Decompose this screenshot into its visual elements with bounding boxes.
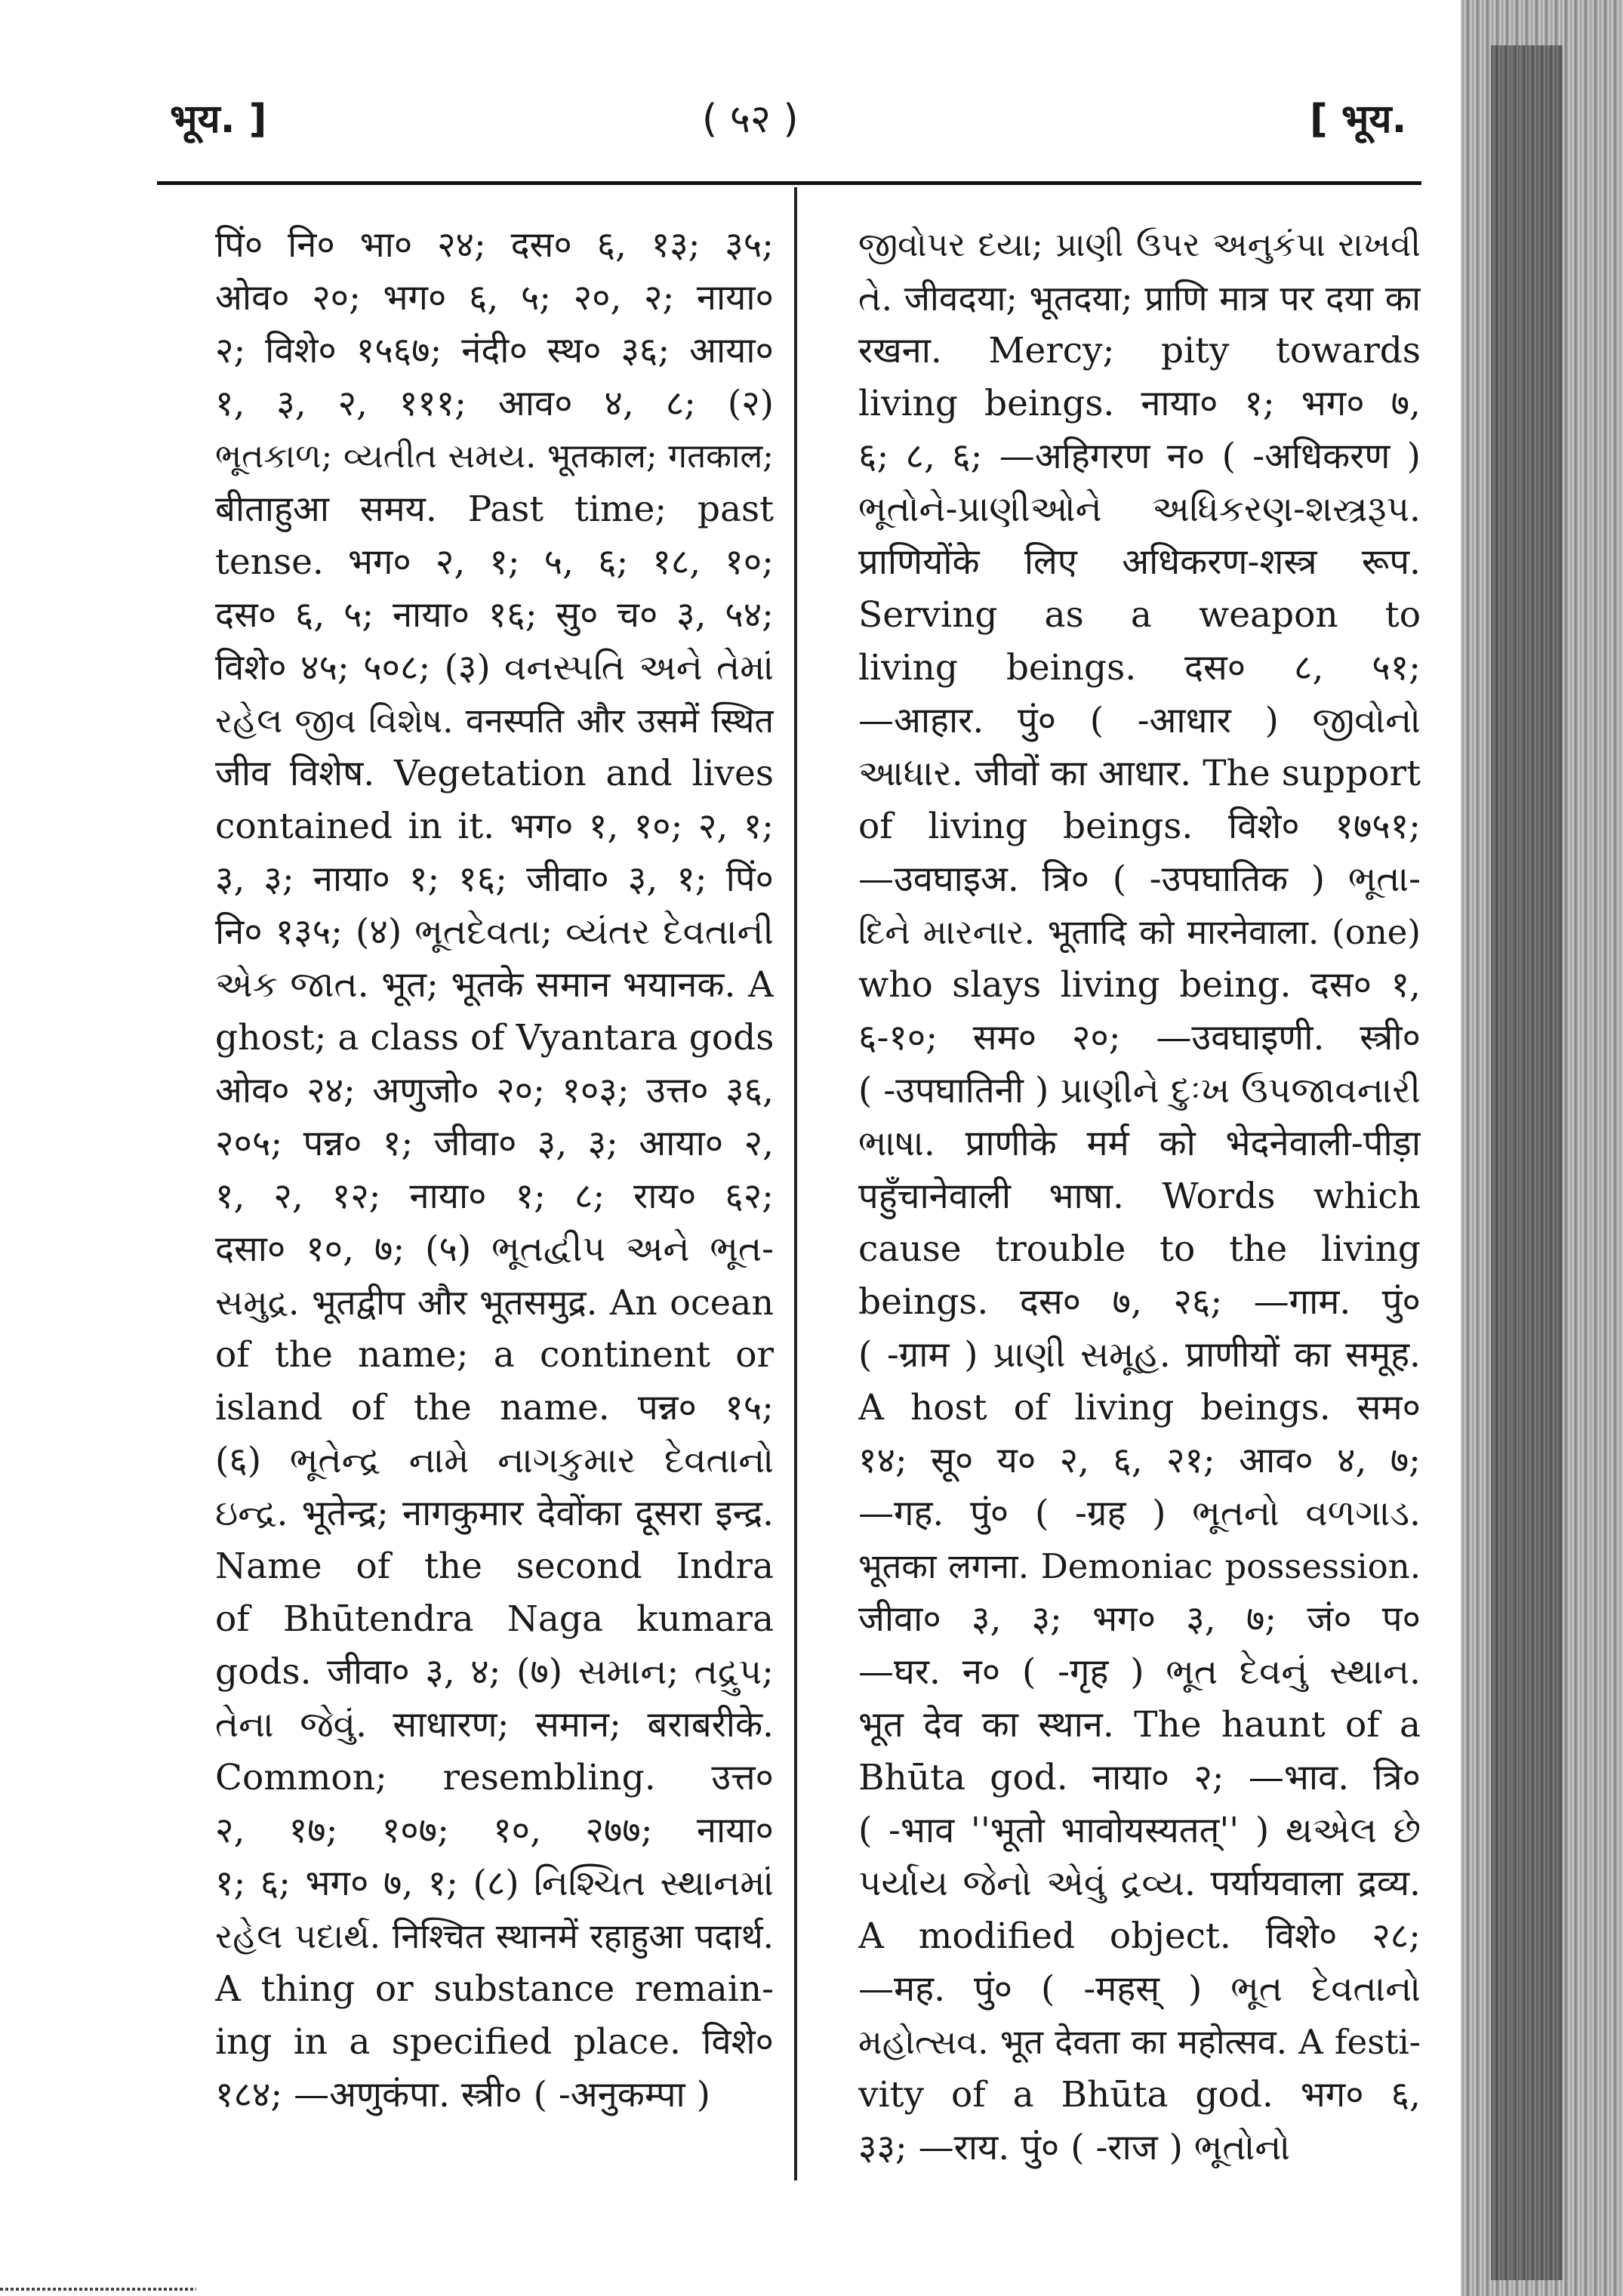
text-line: १४; सू० य० २, ६, २१; आव० ४, ७; — [858, 1440, 1421, 1481]
page-number: ( ५२ ) — [702, 97, 799, 142]
text-line: આધાર. जीवों का आधार. The support — [858, 753, 1421, 794]
text-line: Common; resembling. उत्त० — [215, 1757, 774, 1798]
text-line: विशे० ४५; ५०८; (३) વનસ્પતિ અને તેમાં — [215, 647, 774, 689]
text-line: ओव० २४; अणुजो० २०; १०३; उत्त० ३६, — [215, 1070, 774, 1111]
text-line: १, २, १२; नाया० १; ८; राय० ६२; — [215, 1176, 774, 1217]
text-line: दसा० १०, ७; (५) ભૂતદ્વીપ અને ભૂત- — [215, 1228, 774, 1270]
text-line: बीताहुआ समय. Past time; past — [215, 488, 774, 530]
text-line: રહેલ પદાર્થ. निश्चित स्थानमें रहाहुआ पदार्थ. — [215, 1916, 774, 1956]
running-head-left: भूय. ] — [170, 97, 267, 142]
text-line: १८४; —अणुकंपा. स्त्री० ( -अनुकम्पा ) — [215, 2074, 710, 2116]
text-line: ओव० २०; भग० ६, ५; २०, २; नाया० — [215, 277, 774, 319]
text-line: दस० ६, ५; नाया० १६; सु० च० ३, ५४; — [215, 594, 774, 636]
text-line: —घर. न० ( -गृह ) ભૂત દેવનું સ્થાન. — [858, 1651, 1421, 1693]
text-line: ६; ८, ६; —अहिगरण न० ( -अधिकरण ) — [858, 436, 1421, 477]
text-line: પર્યાય જેનો એવું દ્રવ્ય. पर्यायवाला द्रव्य. — [858, 1863, 1421, 1904]
bottom-edge-mark — [0, 2288, 196, 2291]
column-divider — [794, 187, 797, 2180]
text-line: ભાષા. प्राणीके मर्म को भेदनेवाली-पीड़ा — [858, 1123, 1421, 1164]
text-line: તેના જેવું. साधारण; समान; बराबरीके. — [215, 1704, 774, 1746]
text-line: नि० १३५; (४) ભૂતદેવતા; વ્યંતર દેવતાની — [215, 911, 774, 953]
text-line: living beings. नाया० १; भग० ७, — [858, 383, 1421, 424]
running-head-right: [ भूय. — [1310, 97, 1407, 142]
text-line: મહોત્સવ. भूत देवता का महोत्सव. A festi- — [858, 2022, 1421, 2062]
text-line: ( -भाव ''भूतो भावोयस्यतत्'' ) થએલ છે — [858, 1810, 1421, 1851]
text-line: Bhūta god. नाया० २; —भाव. त्रि० — [858, 1757, 1421, 1798]
text-line: ( -उपघातिनी ) પ્રાણીને દુઃખ ઉપજાવનારી — [858, 1070, 1421, 1111]
text-line: ઇન્દ્ર. भूतेन्द्र; नागकुमार देवोंका दूसरा इन्द्र. — [215, 1493, 774, 1534]
text-line: —उवघाइअ. त्रि० ( -उपघातिक ) ભૂતા- — [858, 858, 1421, 900]
text-line: beings. दस० ७, २६; —गाम. पुं० — [858, 1281, 1421, 1323]
text-line: તે. जीवदया; भूतदया; प्राणि मात्र पर दया का — [858, 278, 1421, 319]
text-line: २०५; पन्न० १; जीवा० ३, ३; आया० २, — [215, 1123, 774, 1164]
text-line: —गह. पुं० ( -ग्रह ) ભૂતનો વળગાડ. — [858, 1493, 1421, 1534]
text-line: Serving as a weapon to — [858, 594, 1421, 636]
text-line: A host of living beings. सम० — [858, 1387, 1421, 1428]
text-line: જીવોપર દયા; પ્રાણી ઉપર અનુકંપા રાખવી — [858, 226, 1421, 264]
text-line: भूत देव का स्थान. The haunt of a — [858, 1704, 1421, 1746]
text-line: A modified object. विशे० २८; — [858, 1915, 1421, 1957]
left-column — [215, 219, 774, 2122]
text-line: ६-१०; सम० २०; —उवघाइणी. स्त्री० — [858, 1017, 1421, 1059]
text-line: who slays living being. दस० १, — [858, 964, 1421, 1006]
text-line: ( -ग्राम ) પ્રાણી સમૂહ. प्राणीयों का समूह. — [858, 1334, 1421, 1376]
text-line: એક જાત. भूत; भूतके समान भयानक. A — [215, 964, 774, 1006]
text-line: १; ६; भग० ७, १; (८) નિશ્ચિત સ્થાનમાં — [215, 1863, 774, 1904]
text-line: island of the name. पन्न० १५; — [215, 1387, 774, 1428]
text-line: ભૂતકાળ; વ્યતીત સમય. भूतकाल; गतकाल; — [215, 437, 774, 476]
text-line: पिं० नि० भा० २४; दस० ६, १३; ३५; — [215, 224, 774, 266]
text-line: Name of the second Indra — [215, 1546, 774, 1587]
text-line: ३, ३; नाया० १; १६; जीवा० ३, १; पिं० — [215, 858, 774, 900]
header-rule — [157, 181, 1421, 185]
text-line: of Bhūtendra Naga kumara — [215, 1598, 774, 1640]
text-line: contained in it. भग० १, १०; २, १; — [215, 806, 774, 847]
text-line: —मह. पुं० ( -महस् ) ભૂત દેવતાનો — [858, 1968, 1421, 2010]
text-line: દિને મારનાર. भूतादि को मारनेवाला. (one) — [858, 912, 1421, 952]
text-line: A thing or substance remain- — [215, 1968, 774, 2010]
binding-gutter — [1491, 45, 1563, 2280]
text-line: tense. भग० २, १; ५, ६; १८, १०; — [215, 541, 774, 583]
text-line: २, १७; १०७; १०, २७७; नाया० — [215, 1810, 774, 1851]
text-line: ભૂતોને-પ્રાણીઓને અધિકરણ-શસ્ત્રરૂપ. — [858, 488, 1421, 530]
right-column — [858, 219, 1421, 2174]
text-line: ३३; —राय. पुं० ( -राज ) ભૂતોનો — [858, 2127, 1291, 2168]
text-line: સમુદ્ર. भूतद्वीप और भूतसमुद्र. An ocean — [215, 1282, 774, 1323]
text-line: भूतका लगना. Demoniac possession. — [858, 1546, 1421, 1586]
text-line: ing in a specified place. विशे० — [215, 2021, 774, 2063]
text-line: जीवा० ३, ३; भग० ३, ७; जं० प० — [858, 1598, 1421, 1640]
text-line: gods. जीवा० ३, ४; (७) સમાન; તદ્રુપ; — [215, 1651, 774, 1693]
text-line: जीव विशेष. Vegetation and lives — [215, 753, 774, 794]
text-line: રહેલ જીવ વિશેષ. वनस्पति और उसमें स्थित — [215, 701, 774, 741]
text-line: प्राणियोंके लिए अधिकरण-शस्त्र रूप. — [858, 541, 1421, 583]
text-line: रखना. Mercy; pity towards — [858, 330, 1421, 371]
text-line: living beings. दस० ८, ५१; — [858, 647, 1421, 689]
text-line: of the name; a continent or — [215, 1334, 774, 1376]
text-line: of living beings. विशे० १७५१; — [858, 806, 1421, 847]
text-line: ghost; a class of Vyantara gods — [215, 1017, 774, 1059]
text-line: cause trouble to the living — [858, 1228, 1421, 1270]
text-line: २; विशे० १५६७; नंदी० स्थ० ३६; आया० — [215, 330, 774, 371]
text-line: —आहार. पुं० ( -आधार ) જીવોનો — [858, 700, 1421, 741]
text-line: पहुँचानेवाली भाषा. Words which — [858, 1176, 1421, 1217]
text-line: vity of a Bhūta god. भग० ६, — [858, 2074, 1421, 2116]
text-line: १, ३, २, १११; आव० ४, ८; (२) — [215, 383, 774, 424]
text-line: (६) ભૂતેન્દ્ર નામે નાગકુમાર દેવતાનો — [215, 1440, 774, 1481]
